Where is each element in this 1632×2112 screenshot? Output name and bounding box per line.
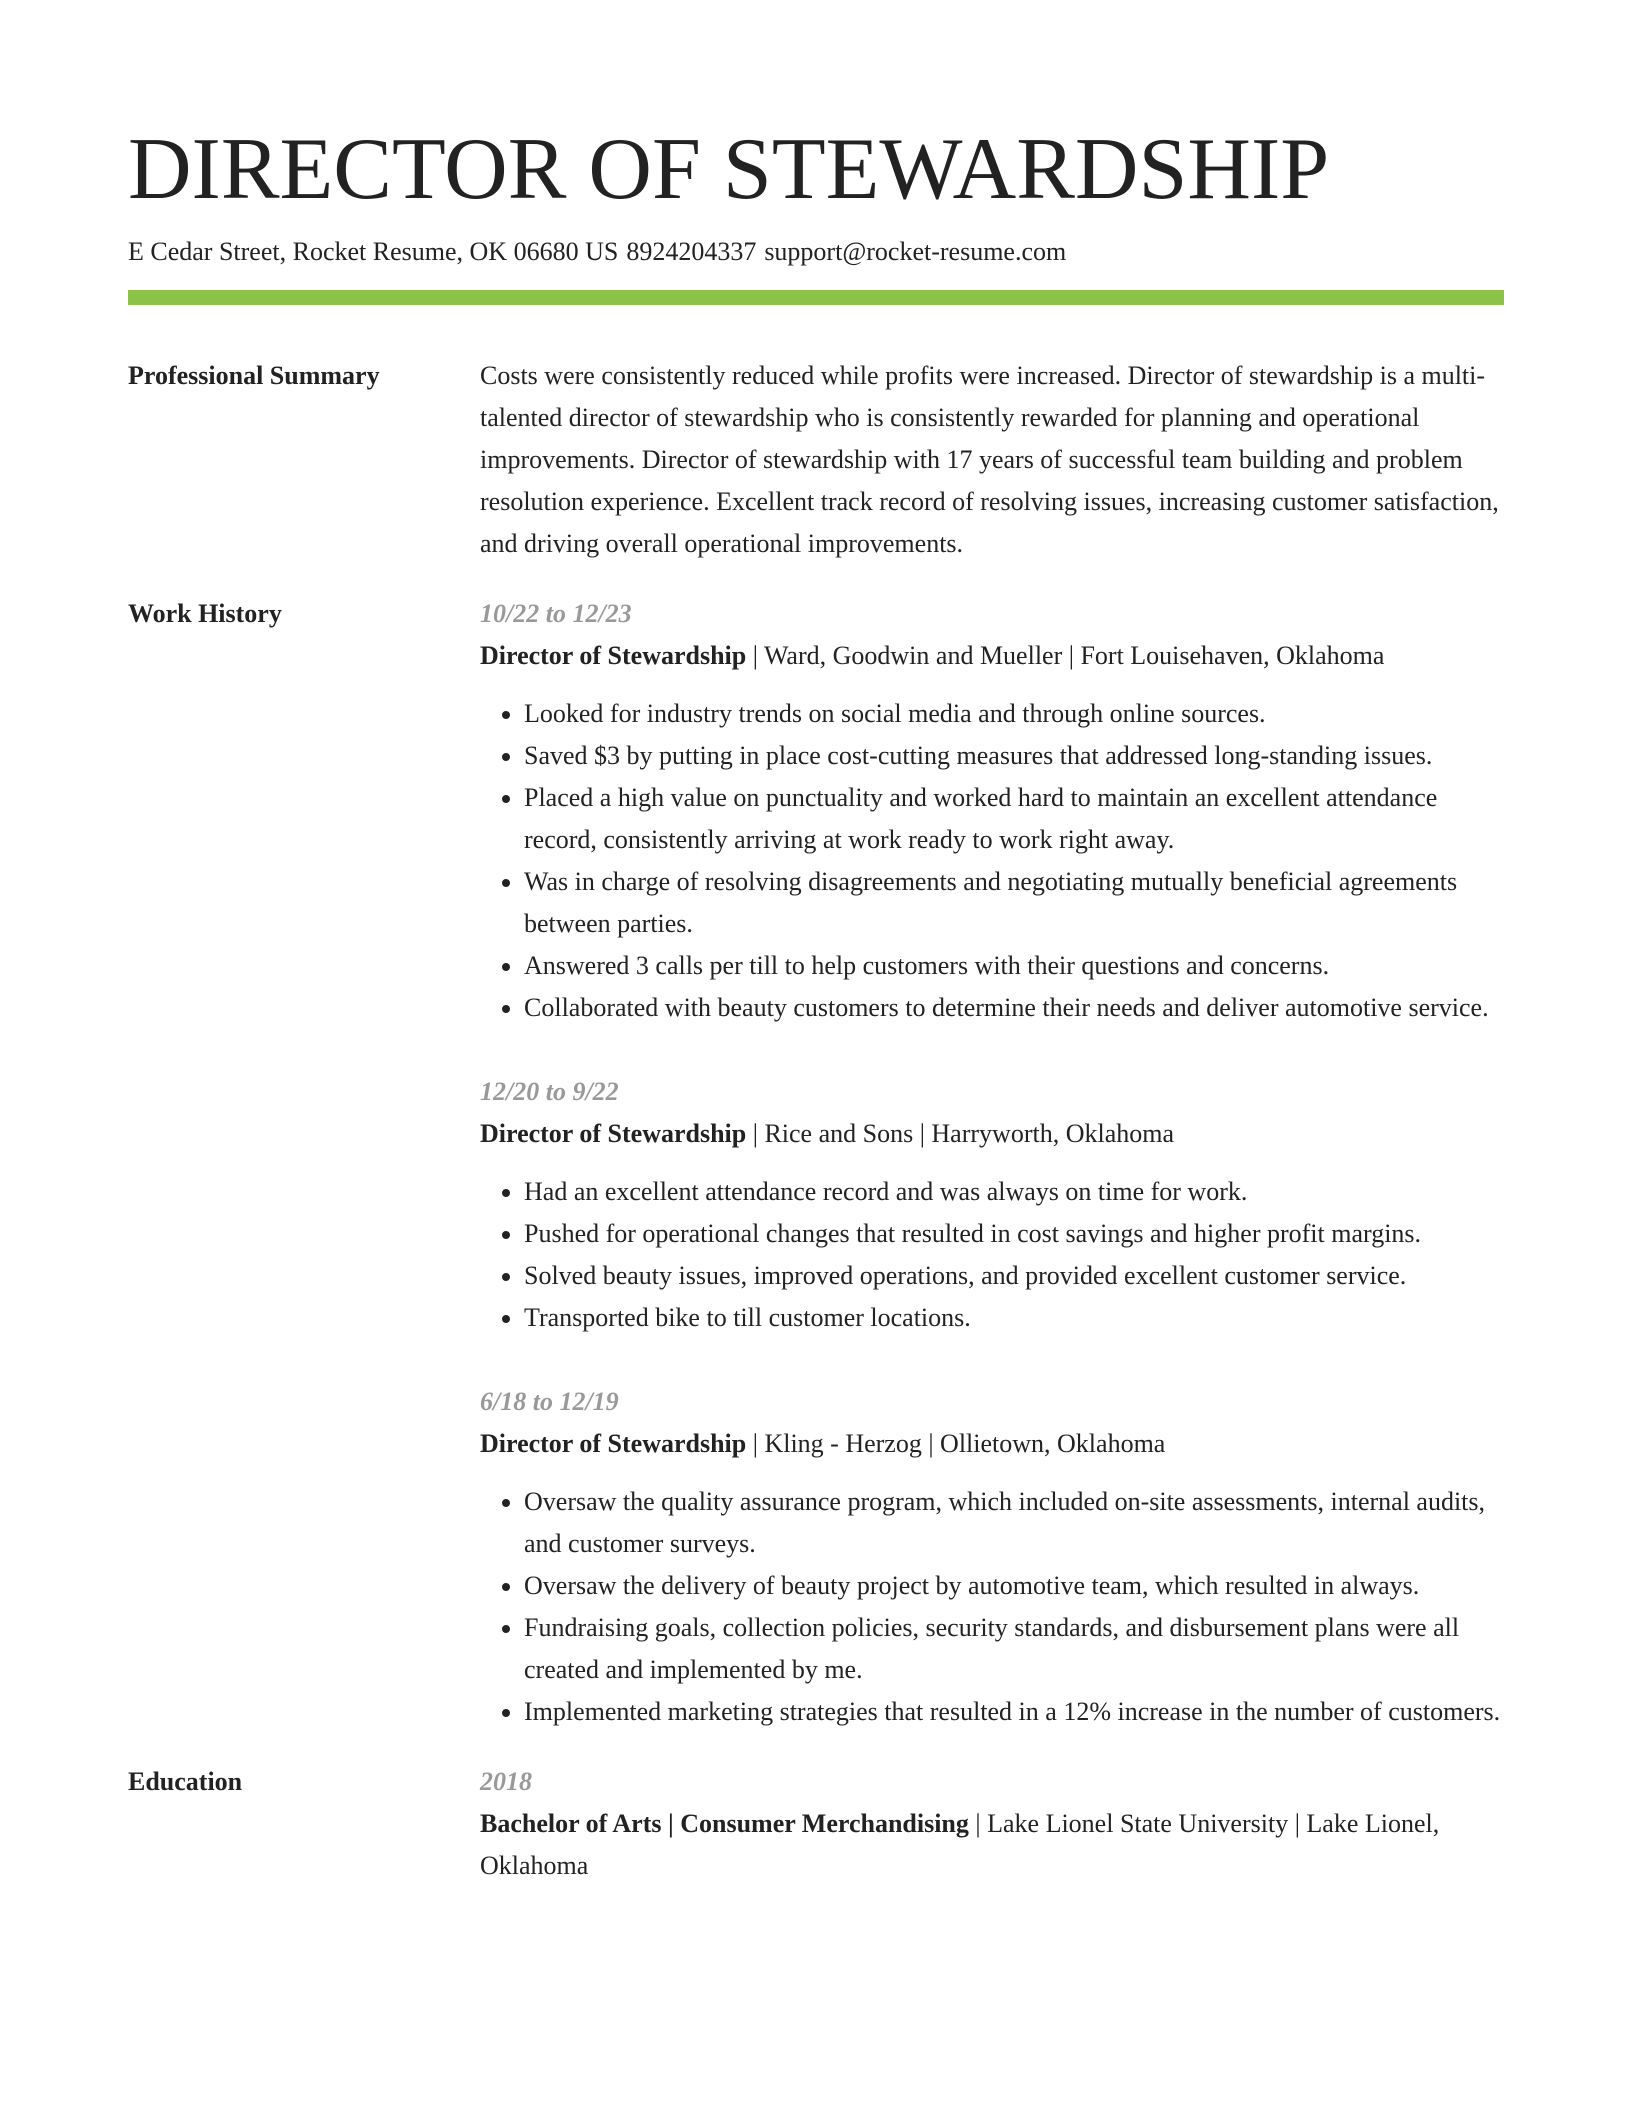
summary-section: [128, 355, 1504, 565]
list-item: • Implemented marketing strategies that resulted in a 12% increase in the number of customers.: [524, 1691, 1504, 1733]
contact-email: support@rocket-resume.com: [764, 237, 1067, 266]
job-title: Director of Stewardship: [480, 1429, 747, 1458]
contact-line: [128, 234, 1504, 270]
list-item: • Oversaw the quality assurance program, which included on-site assessments, internal audits, and customer surveys.: [524, 1481, 1504, 1565]
job-dates: 10/22 to 12/23: [480, 599, 632, 628]
job-title: Director of Stewardship: [480, 641, 747, 670]
job-bullets: [480, 1171, 1504, 1339]
work-history-label: Work History: [128, 599, 282, 628]
list-item: • Was in charge of resolving disagreements and negotiating mutually beneficial agreements between parties.: [524, 861, 1504, 945]
job-details: | Ward, Goodwin and Mueller | Fort Louisehaven, Oklahoma: [746, 641, 1385, 670]
job-dates: 12/20 to 9/22: [480, 1077, 619, 1106]
list-item: • Collaborated with beauty customers to determine their needs and deliver automotive service.: [524, 987, 1504, 1029]
job-line: [480, 635, 1504, 677]
job-bullets: [480, 693, 1504, 1029]
list-item: • Looked for industry trends on social media and through online sources.: [524, 693, 1504, 735]
list-item: • Fundraising goals, collection policies, security standards, and disbursement plans were all created and implemented by me.: [524, 1607, 1504, 1691]
job-bullets: [480, 1481, 1504, 1733]
education-label: Education: [128, 1767, 243, 1796]
summary-label: Professional Summary: [128, 361, 380, 390]
summary-text: Costs were consistently reduced while profits were increased. Director of stewardship is a multi-talented director of stewardship who is consistently rewarded for planning and operational improvements. Director of stewardship with 17 years of successful team building and problem resolution experience. Excellent track record of resolving issues, increasing customer satisfaction, and driving overall operational improvements.: [480, 361, 1499, 558]
list-item: • Answered 3 calls per till to help customers with their questions and concerns.: [524, 945, 1504, 987]
job-line: [480, 1113, 1504, 1155]
list-item: • Placed a high value on punctuality and worked hard to maintain an excellent attendance record, consistently arriving at work ready to work right away.: [524, 777, 1504, 861]
job-dates: 6/18 to 12/19: [480, 1387, 619, 1416]
education-year: 2018: [480, 1767, 532, 1796]
job-title: Director of Stewardship: [480, 1119, 747, 1148]
education-details: | Lake Lionel State University | Lake Lionel, Oklahoma: [480, 1809, 1440, 1880]
list-item: • Had an excellent attendance record and was always on time for work.: [524, 1171, 1504, 1213]
list-item: • Solved beauty issues, improved operations, and provided excellent customer service.: [524, 1255, 1504, 1297]
work-history-section: [128, 593, 1504, 1733]
list-item: • Transported bike to till customer locations.: [524, 1297, 1504, 1339]
job-entry: [480, 593, 1504, 1029]
job-details: | Kling - Herzog | Ollietown, Oklahoma: [746, 1429, 1166, 1458]
resume-title: DIRECTOR OF STEWARDSHIP: [128, 121, 1330, 218]
job-entry: [480, 1071, 1504, 1339]
contact-address: E Cedar Street, Rocket Resume, OK 06680 US: [128, 237, 619, 266]
education-line: [480, 1803, 1504, 1887]
header-divider: [128, 290, 1504, 305]
contact-phone: 8924204337: [626, 237, 757, 266]
resume-page: [128, 118, 1504, 1887]
list-item: • Saved $3 by putting in place cost-cutting measures that addressed long-standing issues.: [524, 735, 1504, 777]
job-line: [480, 1423, 1504, 1465]
job-details: | Rice and Sons | Harryworth, Oklahoma: [746, 1119, 1175, 1148]
job-entry: [480, 1381, 1504, 1733]
list-item: • Oversaw the delivery of beauty project by automotive team, which resulted in always.: [524, 1565, 1504, 1607]
education-degree: Bachelor of Arts | Consumer Merchandising: [480, 1809, 969, 1838]
education-section: [128, 1761, 1504, 1887]
list-item: • Pushed for operational changes that resulted in cost savings and higher profit margins.: [524, 1213, 1504, 1255]
